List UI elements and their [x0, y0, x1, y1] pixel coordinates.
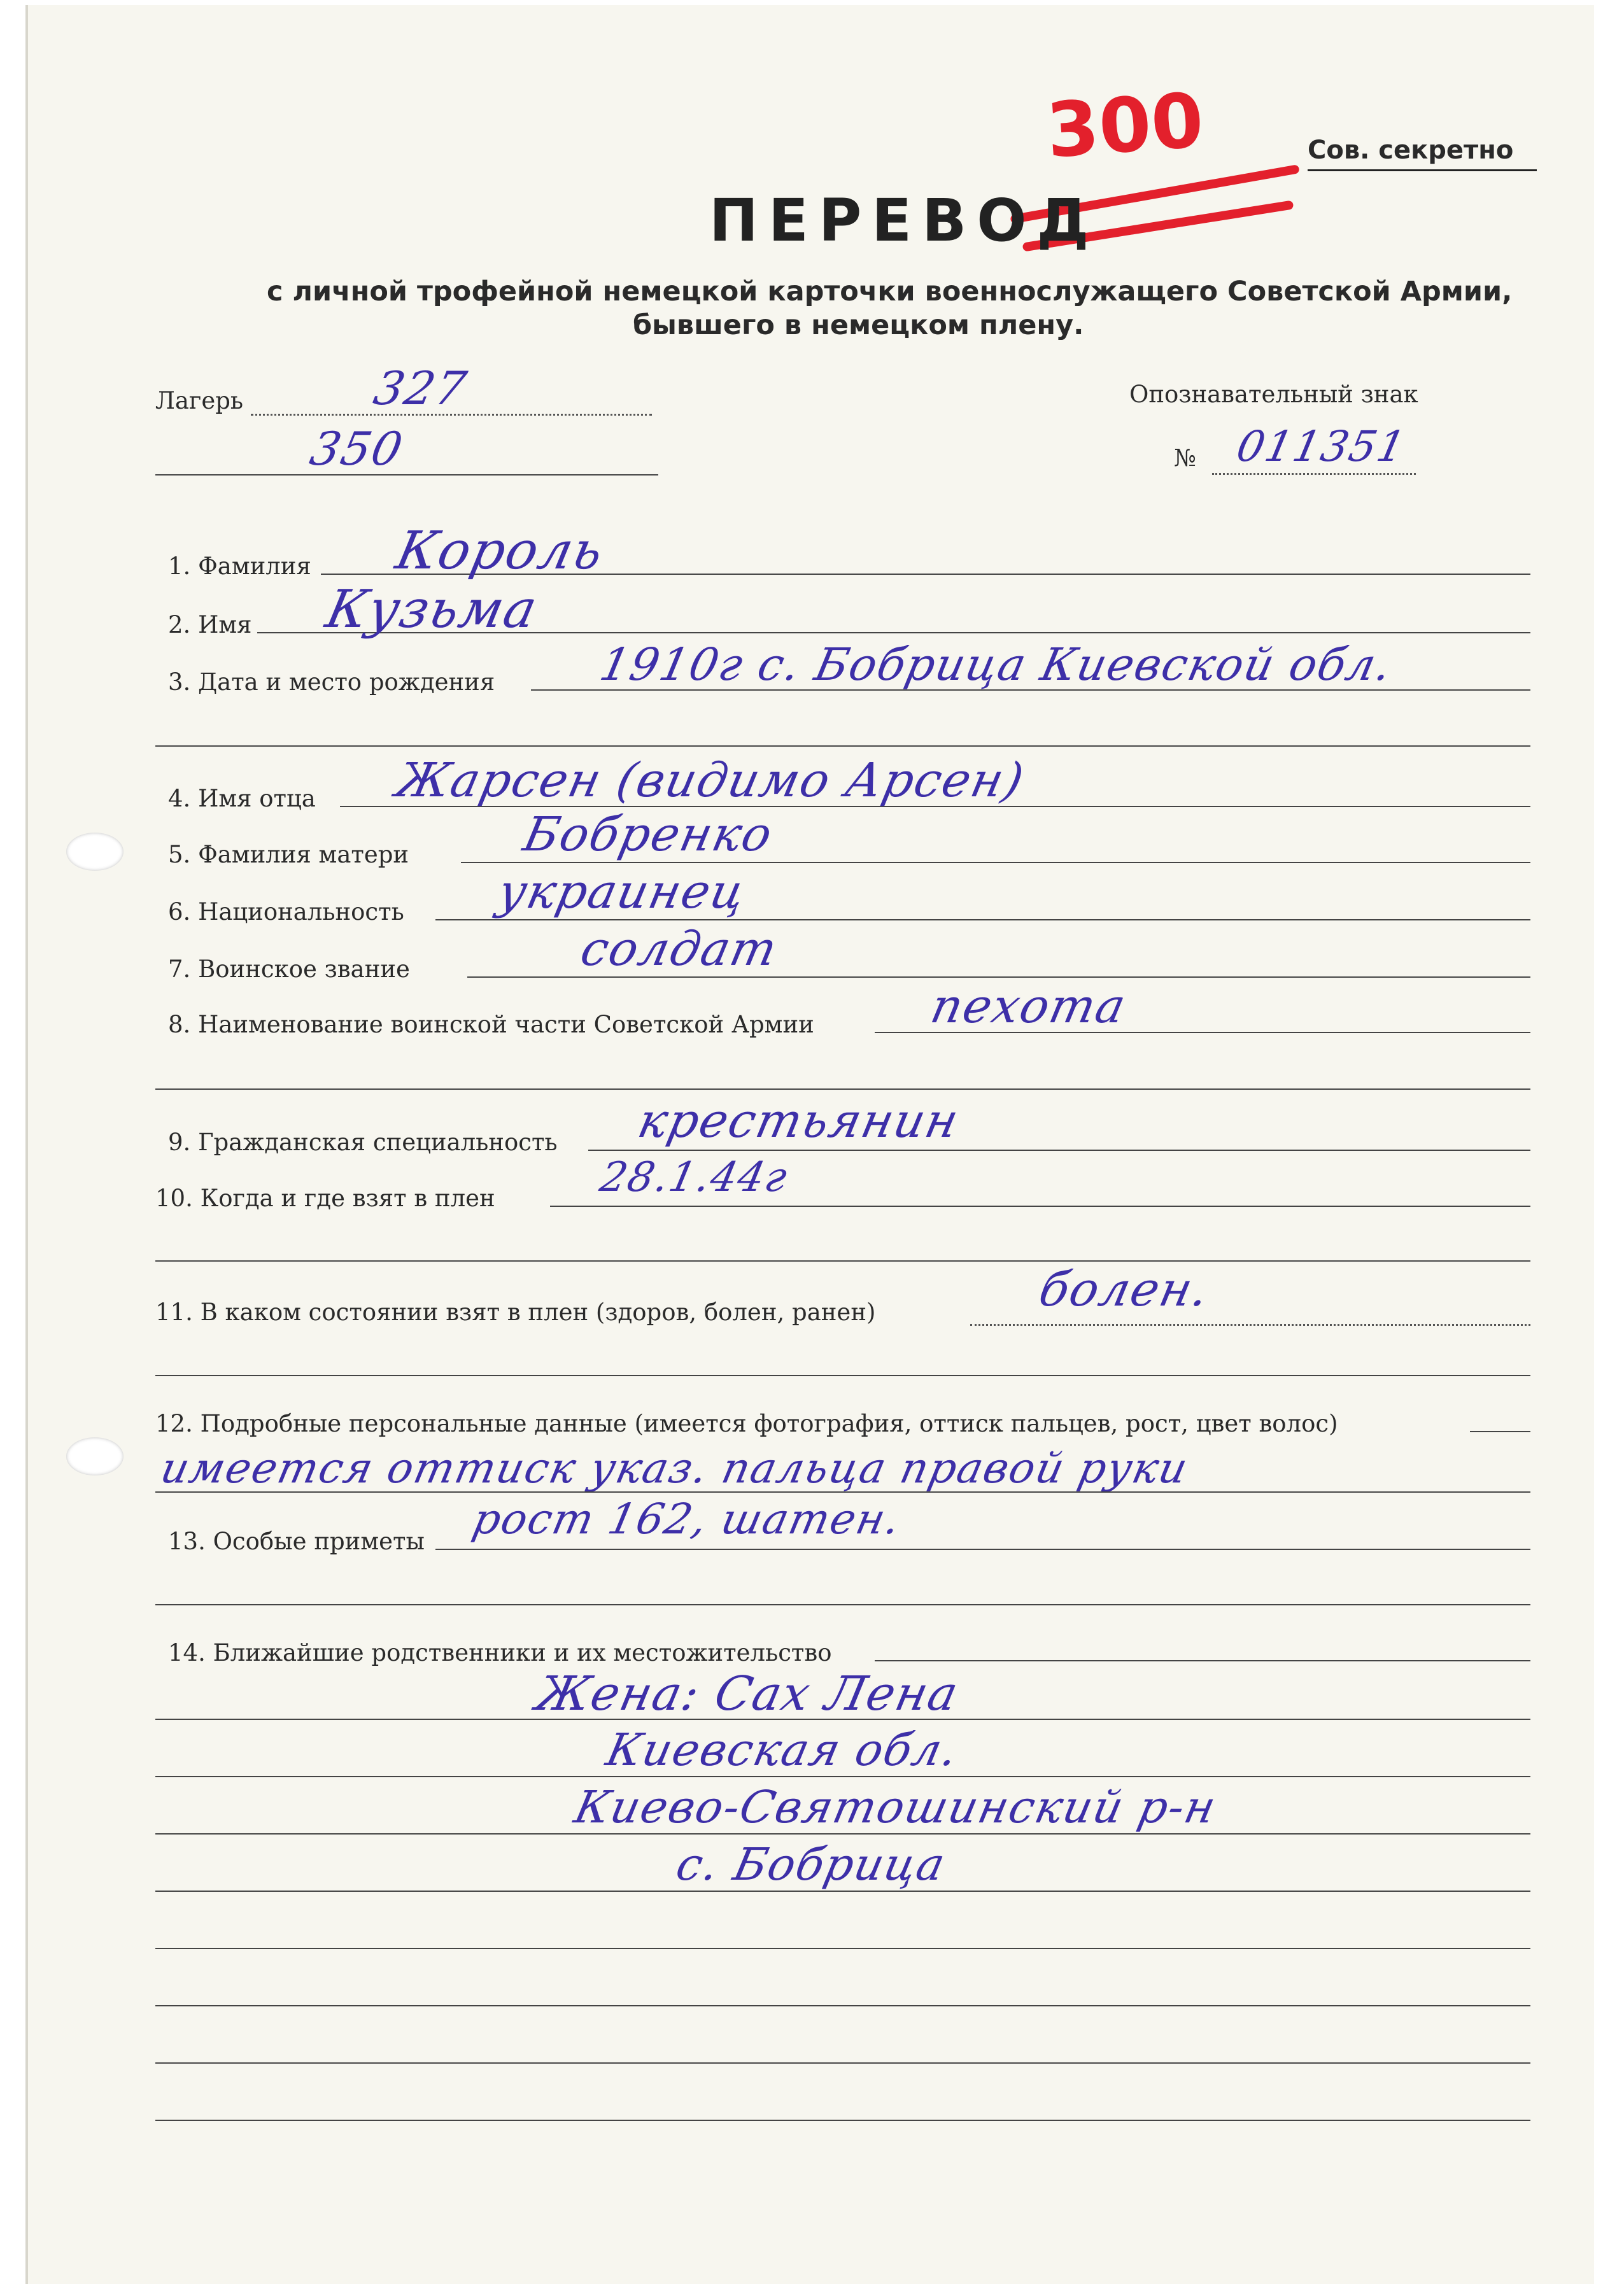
- id-number-dotted-line: [1212, 473, 1416, 475]
- field-5-value: Бобренко: [518, 807, 778, 862]
- field-3-extra-line: [155, 745, 1530, 747]
- field-5-label: 5. Фамилия матери: [168, 841, 409, 868]
- classification-underline: [1308, 169, 1537, 171]
- subtitle-line-1: с личной трофейной немецкой карточки военнослужащего Советской Армии,: [267, 276, 1513, 307]
- field-6-value: украинец: [493, 864, 751, 919]
- field-8-value: пехота: [926, 979, 1132, 1034]
- field-13-label: 13. Особые приметы: [168, 1528, 425, 1555]
- field-1-label: 1. Фамилия: [168, 553, 311, 580]
- field-9-value: крестьянин: [633, 1094, 964, 1148]
- field-14-value-line-2: Киевская обл.: [602, 1724, 964, 1776]
- field-7-line: [467, 976, 1530, 978]
- field-2-label: 2. Имя: [168, 611, 252, 638]
- field-3-label: 3. Дата и место рождения: [168, 668, 495, 696]
- field-10-extra-line: [155, 1260, 1530, 1262]
- field-14-line-6: [155, 1948, 1530, 1949]
- field-10-value: 28.1.44г: [596, 1154, 793, 1201]
- field-14-line-8: [155, 2062, 1530, 2064]
- field-10-line: [550, 1206, 1530, 1207]
- id-mark-label: Опознавательный знак: [1129, 381, 1418, 408]
- field-14-line-4: [155, 1833, 1530, 1835]
- field-6-line: [435, 919, 1530, 920]
- field-7-value: солдат: [575, 922, 783, 976]
- field-14-label: 14. Ближайшие родственники и их местожительство: [168, 1639, 832, 1666]
- punch-hole-top: [66, 833, 124, 871]
- field-12-extra-line: [155, 1491, 1530, 1493]
- field-11-extra-line: [155, 1375, 1530, 1376]
- field-10-label: 10. Когда и где взят в плен: [155, 1185, 495, 1212]
- stamp-number: 300: [1043, 76, 1206, 175]
- punch-hole-bottom: [66, 1437, 124, 1475]
- field-13-extra-line: [155, 1604, 1530, 1605]
- field-14-line-5: [155, 1891, 1530, 1892]
- field-13-line: [435, 1549, 1530, 1550]
- field-4-label: 4. Имя отца: [168, 785, 316, 812]
- document-sheet: [25, 5, 1594, 2284]
- field-12-label: 12. Подробные персональные данные (имеется фотография, оттиск пальцев, рост, цвет волос): [155, 1410, 1338, 1437]
- field-6-label: 6. Национальность: [168, 898, 404, 926]
- field-7-label: 7. Воинское звание: [168, 955, 410, 983]
- field-8-label: 8. Наименование воинской части Советской Армии: [168, 1011, 814, 1038]
- camp-second-line: [155, 474, 658, 475]
- field-14-value-line-1: Жена: Сах Лена: [531, 1666, 964, 1721]
- field-14-value-line-4: с. Бобрица: [672, 1838, 951, 1891]
- field-11-dotted-line: [970, 1324, 1530, 1326]
- camp-label: Лагерь: [155, 387, 244, 414]
- camp-second-value: 350: [306, 422, 409, 475]
- document-title: ПЕРЕВОД: [709, 187, 1099, 255]
- field-3-value: 1910г с. Бобрица Киевской обл.: [595, 638, 1397, 691]
- field-11-label: 11. В каком состоянии взят в плен (здоров, болен, ранен): [155, 1299, 876, 1326]
- field-12-value: имеется оттиск указ. пальца правой руки: [156, 1444, 1193, 1493]
- field-1-value: Король: [390, 521, 610, 581]
- field-14-line: [875, 1660, 1530, 1661]
- field-14-value-line-3: Киево-Святошинский р-н: [570, 1781, 1222, 1833]
- camp-value: 327: [369, 362, 472, 415]
- id-number-label: №: [1174, 444, 1197, 472]
- field-13-value: рост 162, шатен.: [468, 1495, 906, 1544]
- field-9-label: 9. Гражданская специальность: [168, 1129, 558, 1156]
- field-4-value: Жарсен (видимо Арсен): [391, 753, 1030, 808]
- classification-label: Сов. секретно: [1308, 136, 1514, 165]
- field-2-value: Кузьма: [320, 579, 544, 640]
- field-8-extra-line: [155, 1088, 1530, 1090]
- field-14-line-3: [155, 1776, 1530, 1777]
- field-5-line: [461, 862, 1530, 863]
- field-9-line: [588, 1150, 1530, 1151]
- field-11-value: болен.: [1034, 1262, 1215, 1317]
- field-14-line-9: [155, 2120, 1530, 2121]
- field-12-line: [1470, 1431, 1530, 1432]
- id-number-value: 011351: [1232, 422, 1411, 471]
- subtitle-line-2: бывшего в немецком плену.: [633, 309, 1084, 341]
- field-14-line-7: [155, 2005, 1530, 2006]
